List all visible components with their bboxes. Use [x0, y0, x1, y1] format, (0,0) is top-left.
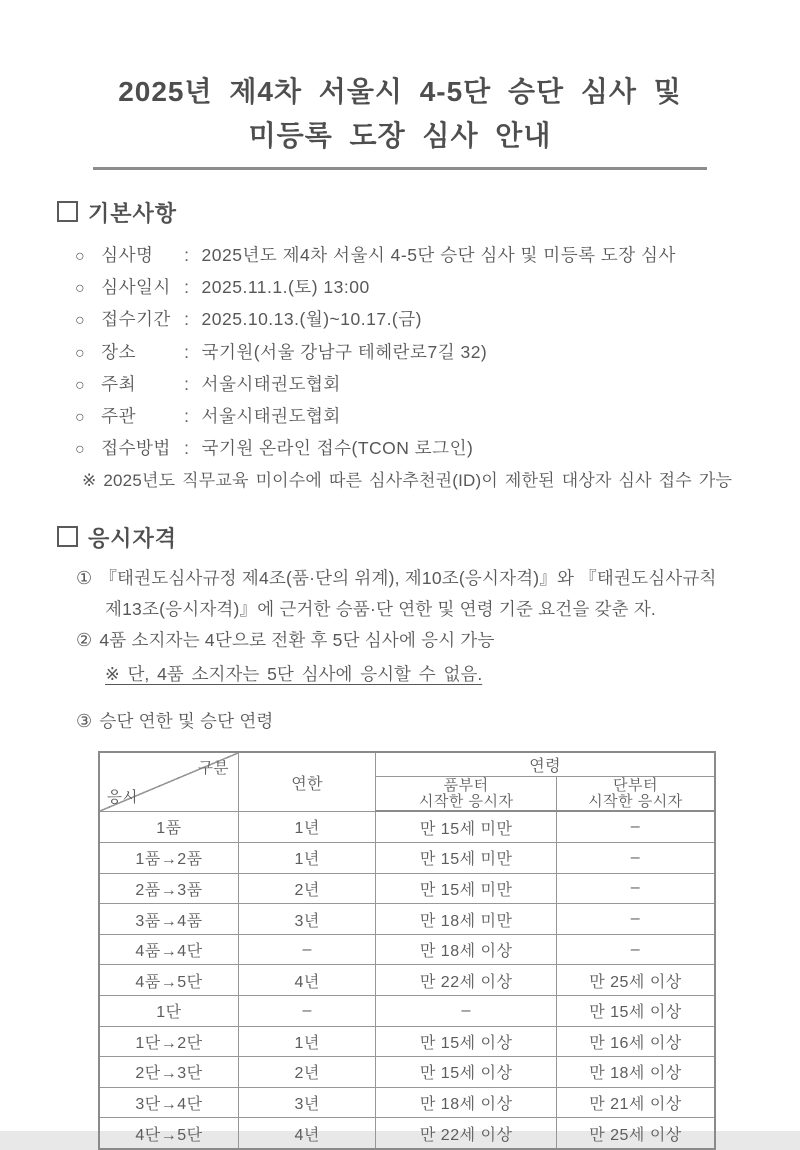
age-table-body — [99, 811, 715, 1149]
circled-number-2-icon: ② — [76, 630, 93, 651]
table-cell: – — [376, 995, 557, 1026]
table-cell: 3단→4단 — [99, 1087, 238, 1118]
table-cell: 만 15세 미만 — [376, 873, 557, 904]
table-cell: – — [556, 843, 715, 874]
table-cell: 만 25세 이상 — [556, 965, 715, 996]
basic-info-item — [75, 337, 800, 369]
table-cell: – — [238, 934, 375, 965]
corner-header-eungsi: 응시 — [107, 788, 138, 806]
basic-info-item — [75, 272, 800, 304]
circle-bullet-icon: ○ — [75, 280, 86, 298]
basic-info-label: 장소 — [101, 341, 136, 362]
table-cell: – — [556, 811, 715, 842]
basic-info-value: 국기원 온라인 접수(TCON 로그인) — [201, 438, 474, 459]
basic-info-item — [75, 240, 800, 272]
table-cell: 1품 — [99, 811, 238, 842]
table-cell: 2년 — [238, 1057, 375, 1088]
table-cell: 1단→2단 — [99, 1026, 238, 1057]
basic-info-value: 2025.10.13.(월)~10.17.(금) — [201, 309, 422, 330]
table-cell: 만 18세 이상 — [556, 1057, 715, 1088]
table-cell: – — [238, 995, 375, 1026]
table-row — [99, 843, 715, 874]
table-cell: – — [556, 934, 715, 965]
basic-info-value: 국기원(서울 강남구 테헤란로7길 32) — [201, 341, 488, 362]
table-cell: 1년 — [238, 1026, 375, 1057]
header-from-dan-line1: 단부터 — [612, 776, 658, 794]
table-cell: 만 18세 이상 — [376, 934, 557, 965]
table-row — [99, 811, 715, 842]
basic-info-label: 접수방법 — [101, 438, 171, 459]
table-cell: 만 15세 미만 — [376, 811, 557, 842]
corner-header-gubun: 구분 — [197, 760, 229, 778]
basic-info-value: 2025년도 제4차 서울시 4-5단 승단 심사 및 미등록 도장 심사 — [201, 245, 676, 265]
table-cell: 만 15세 이상 — [556, 995, 715, 1026]
table-cell: 만 21세 이상 — [556, 1087, 715, 1118]
age-table-wrapper — [98, 751, 800, 1150]
basic-info-list — [75, 240, 800, 465]
circled-number-1-icon: ① — [76, 568, 93, 589]
table-cell: 4품→5단 — [99, 965, 238, 996]
colon-separator: : — [184, 245, 190, 265]
header-from-dan — [556, 777, 715, 812]
circle-bullet-icon: ○ — [75, 344, 86, 362]
table-row — [99, 934, 715, 965]
basic-info-value: 서울시태권도협회 — [201, 406, 341, 427]
table-row — [99, 904, 715, 935]
table-cell: 2단→3단 — [99, 1057, 238, 1088]
basic-info-item — [75, 401, 800, 433]
table-cell: 4년 — [238, 1118, 375, 1149]
title-block — [93, 0, 707, 170]
basic-info-value: 2025.11.1.(토) 13:00 — [201, 277, 370, 298]
colon-separator: : — [184, 438, 190, 459]
table-cell: 1년 — [238, 843, 375, 874]
colon-separator: : — [184, 406, 190, 427]
colon-separator: : — [184, 309, 190, 330]
eligibility-item-3 — [76, 706, 800, 737]
basic-info-label: 주최 — [101, 373, 136, 394]
header-from-poom-line2: 시작한 응시자 — [418, 792, 514, 810]
table-row — [99, 873, 715, 904]
document-title-line2: 미등록 도장 심사 안내 — [248, 120, 552, 151]
basic-info-label: 주관 — [101, 406, 136, 427]
circle-bullet-icon: ○ — [75, 441, 86, 459]
table-row — [99, 965, 715, 996]
age-requirements-table — [98, 751, 716, 1150]
basic-info-item — [75, 369, 800, 401]
table-cell: – — [556, 904, 715, 935]
table-cell: 만 18세 미만 — [376, 904, 557, 935]
corner-header-cell — [99, 752, 238, 811]
circle-bullet-icon: ○ — [75, 248, 86, 265]
section-heading-eligibility-label: 응시자격 — [88, 526, 178, 552]
eligibility-item-1-line2: 제13조(응시자격)』에 근거한 승품·단 연한 및 연령 기준 요건을 갖춘 자. — [105, 599, 656, 620]
section-heading-basic — [57, 197, 800, 228]
table-cell: 3품→4품 — [99, 904, 238, 935]
table-cell: 4년 — [238, 965, 375, 996]
table-cell: 만 22세 이상 — [376, 1118, 557, 1149]
table-cell: 만 22세 이상 — [376, 965, 557, 996]
header-from-poom-line1: 품부터 — [443, 776, 489, 794]
basic-info-item — [75, 433, 800, 465]
table-cell: 만 15세 미만 — [376, 843, 557, 874]
circled-number-3-icon: ③ — [76, 711, 93, 732]
eligibility-item-1 — [76, 563, 800, 594]
basic-note: ※ 2025년도 직무교육 미이수에 따른 심사추천권(ID)이 제한된 대상자 심사 접수 가능 — [82, 471, 733, 491]
table-cell: 만 16세 이상 — [556, 1026, 715, 1057]
table-cell: 만 15세 이상 — [376, 1026, 557, 1057]
section-heading-basic-label: 기본사항 — [88, 201, 178, 226]
table-cell: 2품→3품 — [99, 873, 238, 904]
table-cell: 3년 — [238, 904, 375, 935]
circle-bullet-icon: ○ — [75, 376, 86, 394]
table-row — [99, 1057, 715, 1088]
eligibility-note: ※ 단, 4품 소지자는 5단 심사에 응시할 수 없음. — [105, 664, 483, 685]
square-bullet-icon — [57, 526, 78, 547]
basic-info-label: 접수기간 — [101, 309, 171, 330]
eligibility-note-row — [76, 656, 800, 699]
eligibility-item-2-text: 4품 소지자는 4단으로 전환 후 5단 심사에 응시 가능 — [99, 630, 495, 651]
table-cell: 2년 — [238, 873, 375, 904]
basic-info-item — [75, 304, 800, 336]
colon-separator: : — [184, 341, 190, 362]
table-row — [99, 995, 715, 1026]
eligibility-item-1-line1: 『태권도심사규정 제4조(품·단의 위계), 제10조(응시자격)』와 『태권도심사규칙 — [99, 568, 717, 589]
section-heading-eligibility — [57, 522, 800, 553]
circle-bullet-icon: ○ — [75, 409, 86, 427]
table-cell: 1단 — [99, 995, 238, 1026]
table-cell: 1년 — [238, 811, 375, 842]
table-cell: – — [556, 873, 715, 904]
table-cell: 4품→4단 — [99, 934, 238, 965]
circle-bullet-icon: ○ — [75, 312, 86, 330]
table-cell: 3년 — [238, 1087, 375, 1118]
table-cell: 4단→5단 — [99, 1118, 238, 1149]
header-age-group: 연령 — [376, 752, 715, 777]
colon-separator: : — [184, 277, 190, 298]
basic-info-label: 심사명 — [101, 245, 154, 265]
basic-info-label: 심사일시 — [101, 277, 171, 298]
header-from-poom — [376, 777, 557, 812]
table-cell: 만 15세 이상 — [376, 1057, 557, 1088]
eligibility-item-2 — [76, 625, 800, 656]
basic-info-value: 서울시태권도협회 — [201, 373, 341, 394]
table-row — [99, 1118, 715, 1149]
document-title-line1: 2025년 제4차 서울시 4-5단 승단 심사 및 — [118, 76, 682, 107]
table-cell: 만 18세 이상 — [376, 1087, 557, 1118]
header-from-dan-line2: 시작한 응시자 — [588, 792, 683, 810]
eligibility-item-3-text: 승단 연한 및 승단 연령 — [99, 711, 274, 732]
square-bullet-icon — [57, 201, 78, 222]
table-cell: 1품→2품 — [99, 843, 238, 874]
eligibility-list — [76, 563, 800, 737]
table-cell: 만 25세 이상 — [556, 1118, 715, 1149]
header-years: 연한 — [238, 752, 375, 811]
table-header-row-1 — [99, 752, 715, 777]
table-row — [99, 1087, 715, 1118]
colon-separator: : — [184, 373, 190, 394]
table-row — [99, 1026, 715, 1057]
